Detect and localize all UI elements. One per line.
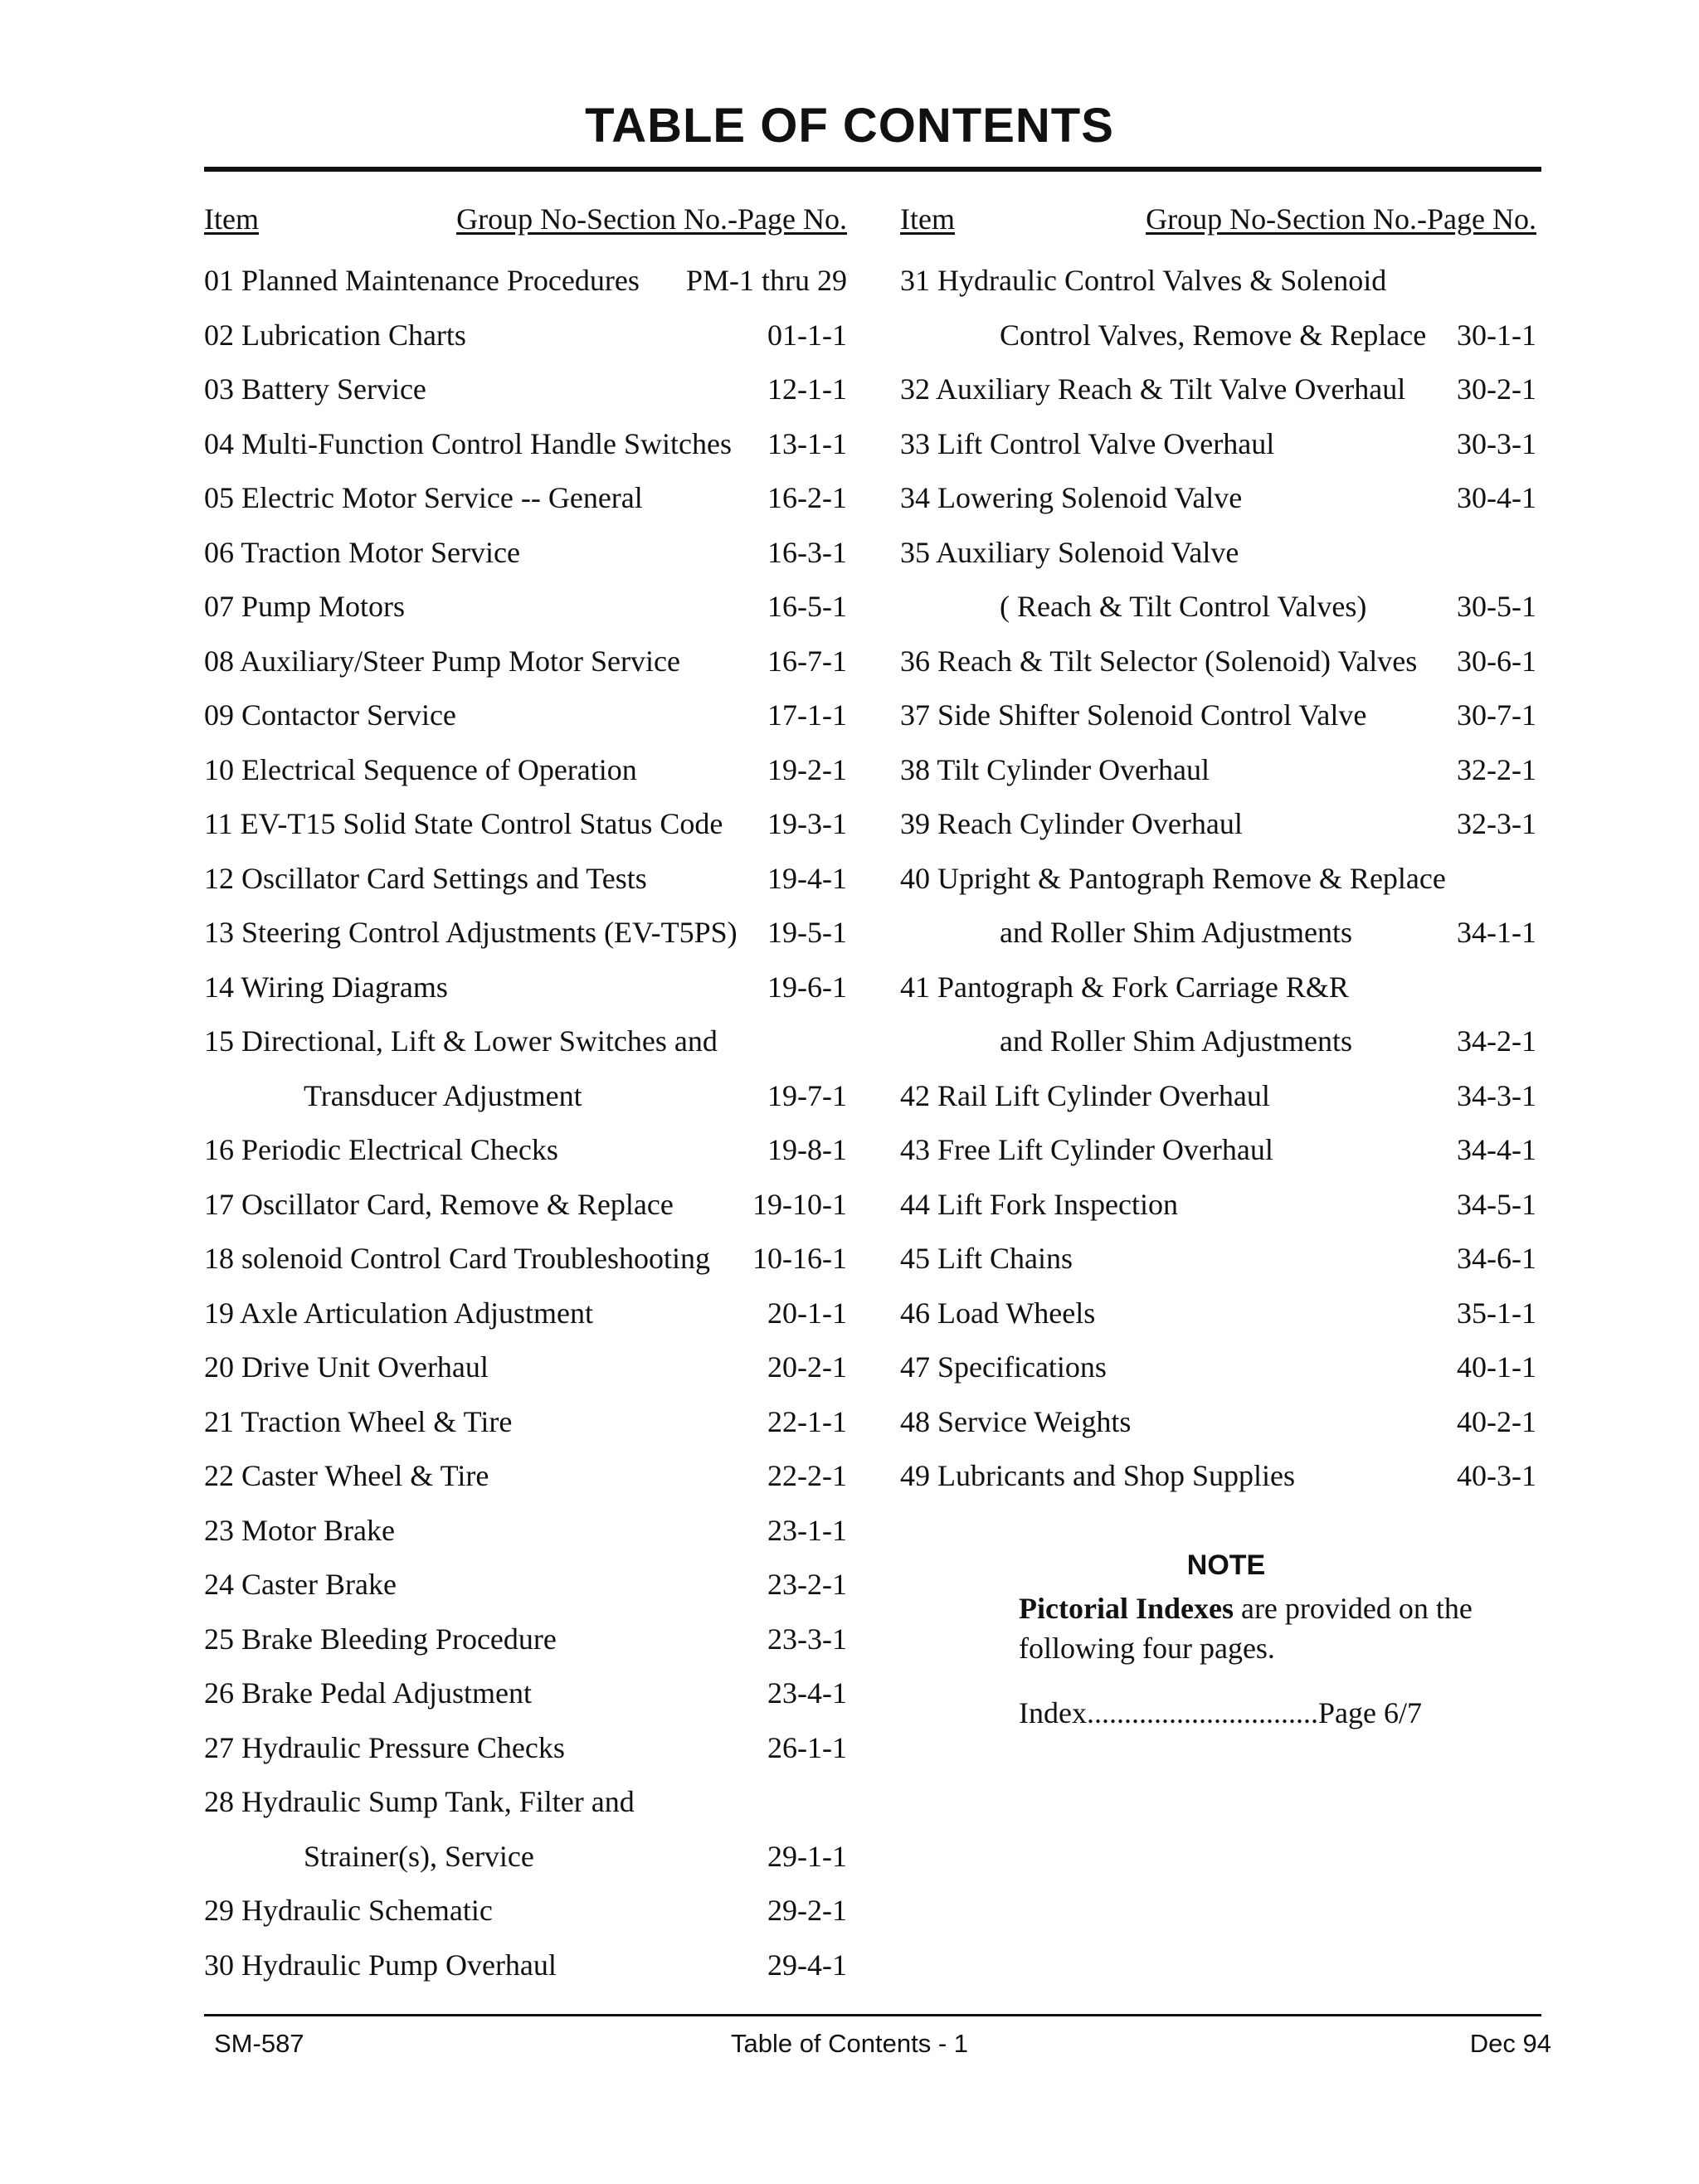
toc-entry-page: 30-4-1 [1457, 481, 1536, 514]
toc-entry [900, 743, 1536, 798]
toc-entry-page: 22-2-1 [767, 1459, 847, 1492]
toc-entry [204, 906, 847, 961]
toc-entry-page: 34-1-1 [1457, 916, 1536, 949]
toc-entry-title: 29 Hydraulic Schematic [204, 1894, 493, 1927]
toc-entry-title: 36 Reach & Tilt Selector (Solenoid) Valves [900, 644, 1418, 678]
toc-entry-page: 19-3-1 [767, 807, 847, 840]
toc-entry-title: 11 EV-T15 Solid State Control Status Code [204, 807, 723, 840]
note-index-line: Index...............................Page 6/7 [1019, 1696, 1422, 1729]
toc-entry-page: 23-2-1 [767, 1568, 847, 1601]
toc-entry-page: 13-1-1 [767, 426, 847, 460]
toc-entry [204, 1014, 847, 1069]
toc-entry-title: 22 Caster Wheel & Tire [204, 1459, 489, 1492]
title-rule [204, 167, 1541, 172]
toc-entry-page: 34-4-1 [1457, 1133, 1536, 1166]
toc-entry-title: 23 Motor Brake [204, 1513, 395, 1547]
toc-entry-page: 35-1-1 [1457, 1296, 1536, 1330]
toc-entry-title: 02 Lubrication Charts [204, 318, 466, 352]
toc-entry [204, 580, 847, 635]
toc-entry-page: 40-2-1 [1457, 1404, 1536, 1438]
toc-entry-title: 31 Hydraulic Control Valves & Solenoid [900, 264, 1387, 297]
toc-entry [900, 635, 1536, 689]
toc-entry-page: 19-7-1 [767, 1078, 847, 1112]
toc-entry [204, 471, 847, 526]
item-header: Item [900, 202, 955, 236]
toc-entry [204, 852, 847, 907]
toc-entry-title: 35 Auxiliary Solenoid Valve [900, 535, 1239, 569]
toc-entry [204, 1830, 847, 1885]
toc-entry-page: 20-2-1 [767, 1350, 847, 1384]
toc-entry [900, 906, 1536, 961]
toc-entry [204, 1340, 847, 1395]
toc-entry-title: 38 Tilt Cylinder Overhaul [900, 752, 1210, 786]
toc-right-column [900, 199, 1536, 1504]
toc-entry [900, 797, 1536, 852]
toc-entry [204, 797, 847, 852]
toc-entry-page: 16-2-1 [767, 481, 847, 514]
toc-entry [900, 688, 1536, 743]
toc-entry-title: 14 Wiring Diagrams [204, 970, 448, 1004]
note-heading: NOTE [1186, 1549, 1266, 1581]
toc-entry [900, 417, 1536, 472]
toc-entry [204, 1123, 847, 1178]
toc-entry [900, 852, 1536, 907]
toc-entry-page: 40-1-1 [1457, 1350, 1536, 1384]
toc-entry-page: 19-6-1 [767, 970, 847, 1004]
toc-entry-title: 45 Lift Chains [900, 1242, 1073, 1275]
toc-entry-title: 33 Lift Control Valve Overhaul [900, 426, 1275, 460]
toc-entry-page: 23-3-1 [767, 1622, 847, 1656]
toc-left-column [204, 199, 847, 1992]
toc-entry [900, 1178, 1536, 1233]
toc-entry [900, 1395, 1536, 1450]
toc-entry [204, 1938, 847, 1993]
toc-entry-title: Strainer(s), Service [304, 1839, 534, 1873]
toc-entry-title: 21 Traction Wheel & Tire [204, 1404, 513, 1438]
toc-entry [204, 1069, 847, 1124]
toc-entry [900, 1340, 1536, 1395]
toc-entry-title: 03 Battery Service [204, 372, 426, 406]
toc-entry-page: 16-3-1 [767, 535, 847, 569]
toc-entry [204, 1449, 847, 1504]
toc-entry-page: 20-1-1 [767, 1296, 847, 1330]
toc-entry [204, 1666, 847, 1721]
toc-entry [900, 1232, 1536, 1287]
toc-entry-title: and Roller Shim Adjustments [1000, 916, 1353, 949]
toc-entry-page: 19-5-1 [767, 916, 847, 949]
toc-entry [900, 1014, 1536, 1069]
toc-entry [204, 526, 847, 581]
toc-entry-page: 19-8-1 [767, 1133, 847, 1166]
footer-doc-number: SM-587 [214, 2029, 304, 2058]
toc-entry-title: 34 Lowering Solenoid Valve [900, 481, 1243, 514]
toc-entry-title: 06 Traction Motor Service [204, 535, 520, 569]
toc-entry-title: 18 solenoid Control Card Troubleshooting [204, 1242, 711, 1275]
toc-entry [204, 1178, 847, 1233]
toc-entry [204, 961, 847, 1015]
toc-entry-page: 29-4-1 [767, 1948, 847, 1982]
toc-entry-title: 24 Caster Brake [204, 1568, 397, 1601]
toc-entry [204, 1287, 847, 1341]
toc-entry [900, 254, 1536, 309]
toc-entry-page: 30-2-1 [1457, 372, 1536, 406]
toc-entry [900, 362, 1536, 417]
toc-entry-title: 08 Auxiliary/Steer Pump Motor Service [204, 644, 680, 678]
toc-entry-title: 13 Steering Control Adjustments (EV-T5PS) [204, 916, 738, 949]
toc-entry-page: 34-6-1 [1457, 1242, 1536, 1275]
toc-entry-title: 17 Oscillator Card, Remove & Replace [204, 1187, 674, 1221]
toc-entry-title: 47 Specifications [900, 1350, 1107, 1384]
toc-entry [900, 961, 1536, 1015]
toc-entry-page: 23-4-1 [767, 1676, 847, 1710]
toc-entry-title: 49 Lubricants and Shop Supplies [900, 1459, 1295, 1492]
toc-entry-page: 17-1-1 [767, 698, 847, 732]
toc-entry [204, 1232, 847, 1287]
toc-entry-title: 42 Rail Lift Cylinder Overhaul [900, 1078, 1270, 1112]
note-text: are provided on the following four pages. [1019, 1592, 1473, 1665]
toc-entry-page: 19-10-1 [752, 1187, 847, 1221]
toc-entry-page: 29-1-1 [767, 1839, 847, 1873]
toc-entry-page: 10-16-1 [752, 1242, 847, 1275]
toc-entry-title: 40 Upright & Pantograph Remove & Replace [900, 861, 1446, 895]
toc-entry-page: 30-6-1 [1457, 644, 1536, 678]
note-box [1019, 1549, 1483, 1733]
toc-entry-title: 16 Periodic Electrical Checks [204, 1133, 558, 1166]
toc-entry-title: 39 Reach Cylinder Overhaul [900, 807, 1243, 840]
toc-entry-title: 27 Hydraulic Pressure Checks [204, 1730, 565, 1764]
toc-entry-page: 23-1-1 [767, 1513, 847, 1547]
toc-entry [204, 688, 847, 743]
toc-entry-title: 43 Free Lift Cylinder Overhaul [900, 1133, 1273, 1166]
toc-entry-page: 12-1-1 [767, 372, 847, 406]
toc-entry [204, 743, 847, 798]
toc-entry-page: 30-5-1 [1457, 590, 1536, 623]
toc-entry [204, 1395, 847, 1450]
toc-entry-title: 04 Multi-Function Control Handle Switches [204, 426, 732, 460]
toc-entry-title: 09 Contactor Service [204, 698, 456, 732]
note-bold-text: Pictorial Indexes [1019, 1592, 1234, 1625]
toc-entry-page: 22-1-1 [767, 1404, 847, 1438]
toc-entry [900, 1287, 1536, 1341]
toc-entry-page: 16-7-1 [767, 644, 847, 678]
toc-entry-title: 10 Electrical Sequence of Operation [204, 752, 637, 786]
toc-entry [204, 1504, 847, 1559]
toc-entry [204, 254, 847, 309]
toc-entry-page: 26-1-1 [767, 1730, 847, 1764]
toc-entry-page: 30-1-1 [1457, 318, 1536, 352]
toc-entry [204, 1558, 847, 1612]
toc-entry [204, 1612, 847, 1667]
toc-entry-page: 32-2-1 [1457, 752, 1536, 786]
toc-entry-page: 30-7-1 [1457, 698, 1536, 732]
footer-rule [204, 2014, 1541, 2016]
toc-entry-page: 19-4-1 [767, 861, 847, 895]
toc-entry-page: 34-2-1 [1457, 1024, 1536, 1058]
toc-entry-title: 01 Planned Maintenance Procedures [204, 264, 640, 297]
toc-entry-page: 34-5-1 [1457, 1187, 1536, 1221]
toc-entry-title: 07 Pump Motors [204, 590, 406, 623]
footer-page-label: Table of Contents - 1 [730, 2029, 969, 2058]
toc-entry-title: Control Valves, Remove & Replace [1000, 318, 1427, 352]
toc-entry [900, 1069, 1536, 1124]
toc-entry [900, 526, 1536, 581]
toc-entry [204, 635, 847, 689]
toc-entry-title: 20 Drive Unit Overhaul [204, 1350, 489, 1384]
toc-entry-title: 30 Hydraulic Pump Overhaul [204, 1948, 557, 1982]
toc-entry [204, 1884, 847, 1938]
toc-entry-title: 41 Pantograph & Fork Carriage R&R [900, 970, 1349, 1004]
toc-entry [900, 1449, 1536, 1504]
toc-entry-page: 16-5-1 [767, 590, 847, 623]
toc-entry-page: 30-3-1 [1457, 426, 1536, 460]
column-header [204, 199, 847, 239]
group-section-page-header: Group No-Section No.-Page No. [1146, 202, 1536, 236]
toc-entry [204, 417, 847, 472]
toc-entry [900, 471, 1536, 526]
group-section-page-header: Group No-Section No.-Page No. [456, 202, 847, 236]
toc-entry [204, 362, 847, 417]
toc-entry-title: 32 Auxiliary Reach & Tilt Valve Overhaul [900, 372, 1406, 406]
toc-entry [900, 309, 1536, 363]
toc-entry [204, 1721, 847, 1776]
toc-entry [900, 580, 1536, 635]
item-header: Item [204, 202, 259, 236]
toc-entry-title: 37 Side Shifter Solenoid Control Valve [900, 698, 1367, 732]
toc-entry [204, 309, 847, 363]
toc-entry-page: 29-2-1 [767, 1894, 847, 1927]
column-header [900, 199, 1536, 239]
toc-entry [204, 1775, 847, 1830]
toc-entry-title: 15 Directional, Lift & Lower Switches and [204, 1024, 718, 1058]
toc-entry-page: 01-1-1 [767, 318, 847, 352]
toc-entry-page: PM-1 thru 29 [685, 264, 847, 297]
toc-entry-title: 05 Electric Motor Service -- General [204, 481, 643, 514]
toc-entry-title: 46 Load Wheels [900, 1296, 1096, 1330]
toc-entry-title: 48 Service Weights [900, 1404, 1132, 1438]
toc-entry-page: 34-3-1 [1457, 1078, 1536, 1112]
toc-entry-title: Transducer Adjustment [304, 1078, 582, 1112]
page-title: TABLE OF CONTENTS [585, 99, 1114, 153]
toc-entry-title: and Roller Shim Adjustments [1000, 1024, 1353, 1058]
note-body [1019, 1588, 1483, 1668]
footer-date: Dec 94 [1469, 2029, 1551, 2058]
toc-entry-page: 40-3-1 [1457, 1459, 1536, 1492]
toc-entry-title: 25 Brake Bleeding Procedure [204, 1622, 557, 1656]
toc-entry-title: 19 Axle Articulation Adjustment [204, 1296, 593, 1330]
toc-entry-title: 44 Lift Fork Inspection [900, 1187, 1178, 1221]
toc-entry-title: 12 Oscillator Card Settings and Tests [204, 861, 647, 895]
toc-entry [900, 1123, 1536, 1178]
toc-entry-page: 32-3-1 [1457, 807, 1536, 840]
toc-entry-title: 28 Hydraulic Sump Tank, Filter and [204, 1785, 635, 1818]
toc-entry-title: ( Reach & Tilt Control Valves) [1000, 590, 1367, 623]
toc-entry-page: 19-2-1 [767, 752, 847, 786]
toc-entry-title: 26 Brake Pedal Adjustment [204, 1676, 532, 1710]
